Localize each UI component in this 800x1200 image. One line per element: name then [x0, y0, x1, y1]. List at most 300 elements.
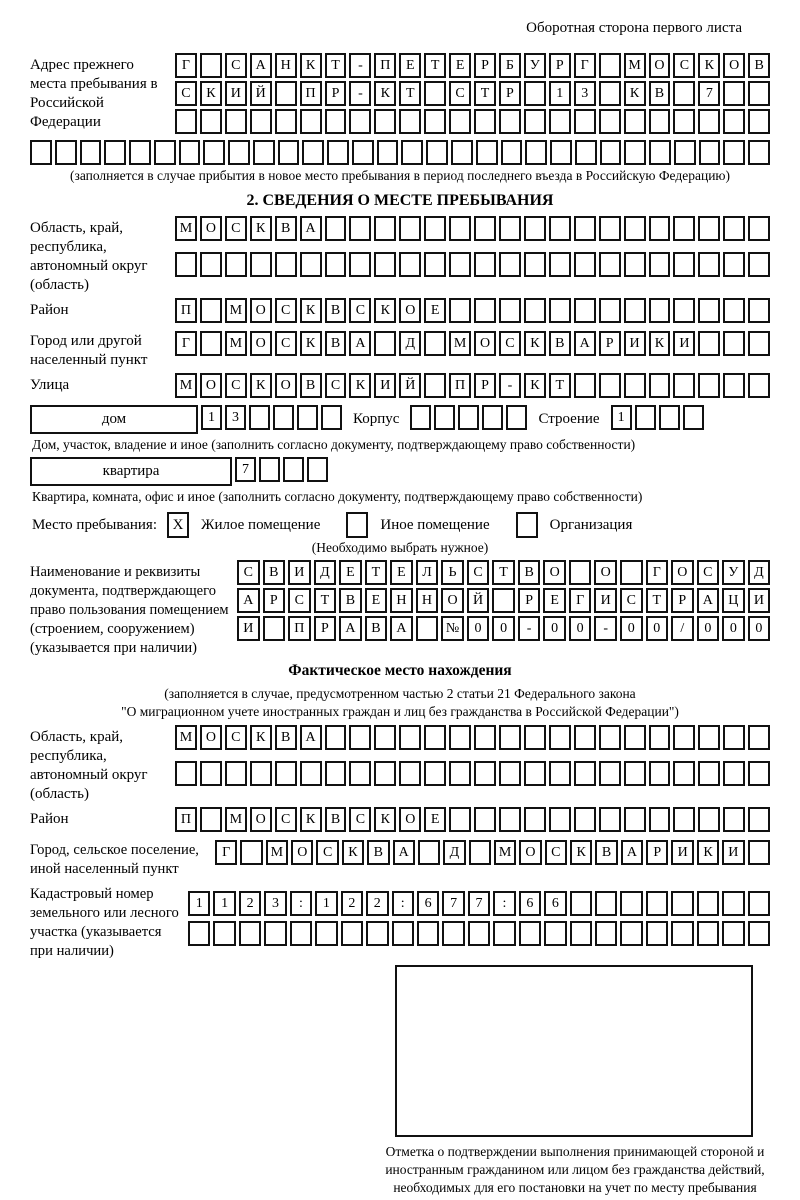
char-cell[interactable]: [374, 109, 396, 134]
char-cell[interactable]: И: [594, 588, 617, 613]
char-cell[interactable]: А: [339, 616, 362, 641]
char-cell[interactable]: К: [342, 840, 364, 865]
char-cell[interactable]: [321, 405, 342, 430]
char-cell[interactable]: [624, 216, 646, 241]
char-cell[interactable]: [574, 109, 596, 134]
char-cell[interactable]: 0: [467, 616, 490, 641]
char-cell[interactable]: К: [624, 81, 646, 106]
char-cell[interactable]: К: [374, 298, 396, 323]
char-cell[interactable]: К: [374, 807, 396, 832]
char-cell[interactable]: [649, 140, 671, 165]
char-cell[interactable]: [482, 405, 503, 430]
char-cell[interactable]: [599, 761, 621, 786]
char-cell[interactable]: [104, 140, 126, 165]
char-cell[interactable]: В: [339, 588, 362, 613]
char-cell[interactable]: [673, 725, 695, 750]
char-cell[interactable]: [239, 921, 261, 946]
char-cell[interactable]: 3: [225, 405, 246, 430]
char-cell[interactable]: [200, 761, 222, 786]
char-cell[interactable]: [424, 761, 446, 786]
char-cell[interactable]: С: [545, 840, 567, 865]
char-cell[interactable]: [30, 140, 52, 165]
char-cell[interactable]: Н: [275, 53, 297, 78]
char-cell[interactable]: [300, 252, 322, 277]
char-cell[interactable]: [723, 373, 745, 398]
char-cell[interactable]: Й: [399, 373, 421, 398]
char-cell[interactable]: К: [300, 331, 322, 356]
char-cell[interactable]: Н: [390, 588, 413, 613]
char-cell[interactable]: [524, 216, 546, 241]
char-cell[interactable]: С: [620, 588, 643, 613]
char-cell[interactable]: [723, 298, 745, 323]
char-cell[interactable]: М: [225, 331, 247, 356]
char-cell[interactable]: [442, 921, 464, 946]
char-cell[interactable]: Н: [416, 588, 439, 613]
char-cell[interactable]: [599, 81, 621, 106]
char-cell[interactable]: [549, 725, 571, 750]
char-cell[interactable]: И: [624, 331, 646, 356]
char-cell[interactable]: [416, 616, 439, 641]
char-cell[interactable]: [595, 891, 617, 916]
char-cell[interactable]: С: [237, 560, 260, 585]
char-cell[interactable]: [253, 140, 275, 165]
char-cell[interactable]: И: [288, 560, 311, 585]
char-cell[interactable]: Е: [399, 53, 421, 78]
char-cell[interactable]: 7: [698, 81, 720, 106]
char-cell[interactable]: [599, 807, 621, 832]
char-cell[interactable]: С: [225, 216, 247, 241]
char-cell[interactable]: [649, 761, 671, 786]
char-cell[interactable]: О: [275, 373, 297, 398]
char-cell[interactable]: [175, 761, 197, 786]
char-cell[interactable]: [154, 140, 176, 165]
char-cell[interactable]: О: [723, 53, 745, 78]
char-cell[interactable]: [599, 298, 621, 323]
char-cell[interactable]: [283, 457, 304, 482]
char-cell[interactable]: [424, 216, 446, 241]
char-cell[interactable]: :: [392, 891, 414, 916]
char-cell[interactable]: П: [175, 298, 197, 323]
char-cell[interactable]: [302, 140, 324, 165]
char-cell[interactable]: С: [225, 373, 247, 398]
char-cell[interactable]: О: [649, 53, 671, 78]
char-cell[interactable]: Р: [671, 588, 694, 613]
char-cell[interactable]: [549, 109, 571, 134]
char-cell[interactable]: П: [374, 53, 396, 78]
char-cell[interactable]: [698, 373, 720, 398]
char-cell[interactable]: [499, 761, 521, 786]
char-cell[interactable]: 0: [569, 616, 592, 641]
char-cell[interactable]: 0: [620, 616, 643, 641]
char-cell[interactable]: [524, 761, 546, 786]
char-cell[interactable]: [399, 761, 421, 786]
char-cell[interactable]: О: [543, 560, 566, 585]
char-cell[interactable]: [449, 761, 471, 786]
char-cell[interactable]: [599, 216, 621, 241]
char-cell[interactable]: [748, 81, 770, 106]
char-cell[interactable]: В: [325, 807, 347, 832]
char-cell[interactable]: Г: [175, 331, 197, 356]
char-cell[interactable]: [349, 109, 371, 134]
char-cell[interactable]: [297, 405, 318, 430]
char-cell[interactable]: [624, 109, 646, 134]
char-cell[interactable]: С: [499, 331, 521, 356]
char-cell[interactable]: В: [325, 298, 347, 323]
char-cell[interactable]: [275, 252, 297, 277]
char-cell[interactable]: [374, 216, 396, 241]
char-cell[interactable]: С: [225, 725, 247, 750]
char-cell[interactable]: [600, 140, 622, 165]
char-cell[interactable]: [748, 807, 770, 832]
char-cell[interactable]: У: [722, 560, 745, 585]
char-cell[interactable]: -: [349, 81, 371, 106]
char-cell[interactable]: [624, 373, 646, 398]
char-cell[interactable]: К: [200, 81, 222, 106]
char-cell[interactable]: В: [367, 840, 389, 865]
char-cell[interactable]: П: [300, 81, 322, 106]
char-cell[interactable]: [325, 725, 347, 750]
char-cell[interactable]: [574, 725, 596, 750]
char-cell[interactable]: В: [549, 331, 571, 356]
char-cell[interactable]: [698, 109, 720, 134]
char-cell[interactable]: [179, 140, 201, 165]
char-cell[interactable]: [474, 298, 496, 323]
char-cell[interactable]: [474, 252, 496, 277]
char-cell[interactable]: [673, 216, 695, 241]
char-cell[interactable]: М: [225, 298, 247, 323]
char-cell[interactable]: [399, 725, 421, 750]
char-cell[interactable]: К: [300, 807, 322, 832]
char-cell[interactable]: К: [300, 298, 322, 323]
char-cell[interactable]: [599, 109, 621, 134]
char-cell[interactable]: Д: [748, 560, 771, 585]
char-cell[interactable]: А: [349, 331, 371, 356]
char-cell[interactable]: Р: [599, 331, 621, 356]
char-cell[interactable]: [624, 252, 646, 277]
char-cell[interactable]: И: [673, 331, 695, 356]
char-cell[interactable]: С: [175, 81, 197, 106]
char-cell[interactable]: [748, 921, 770, 946]
char-cell[interactable]: С: [349, 298, 371, 323]
char-cell[interactable]: [574, 807, 596, 832]
char-cell[interactable]: [635, 405, 656, 430]
char-cell[interactable]: Е: [365, 588, 388, 613]
char-cell[interactable]: Г: [569, 588, 592, 613]
char-cell[interactable]: В: [275, 216, 297, 241]
char-cell[interactable]: Е: [390, 560, 413, 585]
char-cell[interactable]: [424, 252, 446, 277]
char-cell[interactable]: [698, 331, 720, 356]
char-cell[interactable]: [424, 109, 446, 134]
char-cell[interactable]: [307, 457, 328, 482]
char-cell[interactable]: Р: [325, 81, 347, 106]
char-cell[interactable]: Т: [492, 560, 515, 585]
char-cell[interactable]: К: [300, 53, 322, 78]
char-cell[interactable]: [474, 109, 496, 134]
char-cell[interactable]: К: [250, 216, 272, 241]
char-cell[interactable]: И: [748, 588, 771, 613]
char-cell[interactable]: Д: [443, 840, 465, 865]
char-cell[interactable]: В: [649, 81, 671, 106]
char-cell[interactable]: :: [290, 891, 312, 916]
char-cell[interactable]: 0: [492, 616, 515, 641]
char-cell[interactable]: И: [237, 616, 260, 641]
char-cell[interactable]: [300, 761, 322, 786]
char-cell[interactable]: [723, 252, 745, 277]
char-cell[interactable]: [646, 891, 668, 916]
char-cell[interactable]: [469, 840, 491, 865]
char-cell[interactable]: [474, 216, 496, 241]
char-cell[interactable]: [399, 109, 421, 134]
char-cell[interactable]: С: [467, 560, 490, 585]
char-cell[interactable]: [524, 725, 546, 750]
char-cell[interactable]: [474, 725, 496, 750]
char-cell[interactable]: [748, 109, 770, 134]
char-cell[interactable]: [549, 298, 571, 323]
char-cell[interactable]: О: [671, 560, 694, 585]
char-cell[interactable]: 2: [341, 891, 363, 916]
char-cell[interactable]: [722, 891, 744, 916]
char-cell[interactable]: -: [518, 616, 541, 641]
char-cell[interactable]: К: [697, 840, 719, 865]
char-cell[interactable]: [449, 725, 471, 750]
char-cell[interactable]: [748, 331, 770, 356]
char-cell[interactable]: [349, 725, 371, 750]
char-cell[interactable]: [476, 140, 498, 165]
char-cell[interactable]: 1: [549, 81, 571, 106]
char-cell[interactable]: Т: [424, 53, 446, 78]
char-cell[interactable]: [374, 725, 396, 750]
char-cell[interactable]: О: [474, 331, 496, 356]
char-cell[interactable]: В: [365, 616, 388, 641]
char-cell[interactable]: [325, 252, 347, 277]
char-cell[interactable]: [493, 921, 515, 946]
char-cell[interactable]: -: [594, 616, 617, 641]
char-cell[interactable]: С: [697, 560, 720, 585]
char-cell[interactable]: [698, 216, 720, 241]
char-cell[interactable]: А: [237, 588, 260, 613]
char-cell[interactable]: [525, 140, 547, 165]
char-cell[interactable]: Е: [449, 53, 471, 78]
char-cell[interactable]: С: [325, 373, 347, 398]
char-cell[interactable]: [424, 373, 446, 398]
char-cell[interactable]: [748, 252, 770, 277]
char-cell[interactable]: [723, 725, 745, 750]
char-cell[interactable]: [697, 891, 719, 916]
char-cell[interactable]: [549, 216, 571, 241]
char-cell[interactable]: Г: [175, 53, 197, 78]
char-cell[interactable]: О: [200, 725, 222, 750]
char-cell[interactable]: [524, 807, 546, 832]
char-cell[interactable]: 7: [442, 891, 464, 916]
char-cell[interactable]: А: [393, 840, 415, 865]
char-cell[interactable]: Г: [215, 840, 237, 865]
char-cell[interactable]: [748, 216, 770, 241]
char-cell[interactable]: 6: [519, 891, 541, 916]
char-cell[interactable]: М: [225, 807, 247, 832]
char-cell[interactable]: [129, 140, 151, 165]
char-cell[interactable]: [698, 298, 720, 323]
char-cell[interactable]: [250, 109, 272, 134]
char-cell[interactable]: М: [266, 840, 288, 865]
char-cell[interactable]: [418, 840, 440, 865]
char-cell[interactable]: [620, 891, 642, 916]
char-cell[interactable]: [200, 109, 222, 134]
char-cell[interactable]: [499, 725, 521, 750]
char-cell[interactable]: [723, 761, 745, 786]
char-cell[interactable]: [492, 588, 515, 613]
char-cell[interactable]: Т: [314, 588, 337, 613]
char-cell[interactable]: [426, 140, 448, 165]
char-cell[interactable]: [673, 298, 695, 323]
char-cell[interactable]: [273, 405, 294, 430]
char-cell[interactable]: [569, 560, 592, 585]
char-cell[interactable]: В: [748, 53, 770, 78]
char-cell[interactable]: [574, 252, 596, 277]
char-cell[interactable]: [748, 761, 770, 786]
char-cell[interactable]: [225, 109, 247, 134]
char-cell[interactable]: Т: [399, 81, 421, 106]
char-cell[interactable]: [250, 761, 272, 786]
char-cell[interactable]: Р: [499, 81, 521, 106]
char-cell[interactable]: [399, 216, 421, 241]
char-cell[interactable]: [449, 216, 471, 241]
char-cell[interactable]: №: [441, 616, 464, 641]
char-cell[interactable]: О: [250, 331, 272, 356]
char-cell[interactable]: М: [494, 840, 516, 865]
char-cell[interactable]: [377, 140, 399, 165]
char-cell[interactable]: С: [225, 53, 247, 78]
char-cell[interactable]: [722, 921, 744, 946]
char-cell[interactable]: С: [275, 331, 297, 356]
char-cell[interactable]: [200, 807, 222, 832]
char-cell[interactable]: -: [499, 373, 521, 398]
char-cell[interactable]: М: [175, 216, 197, 241]
char-cell[interactable]: 0: [646, 616, 669, 641]
char-cell[interactable]: 6: [417, 891, 439, 916]
char-cell[interactable]: 1: [188, 891, 210, 916]
char-cell[interactable]: [499, 109, 521, 134]
char-cell[interactable]: [259, 457, 280, 482]
char-cell[interactable]: [474, 761, 496, 786]
char-cell[interactable]: [748, 840, 770, 865]
char-cell[interactable]: [723, 331, 745, 356]
char-cell[interactable]: [499, 298, 521, 323]
char-cell[interactable]: [325, 216, 347, 241]
char-cell[interactable]: [275, 761, 297, 786]
char-cell[interactable]: [574, 761, 596, 786]
char-cell[interactable]: [200, 53, 222, 78]
char-cell[interactable]: 7: [468, 891, 490, 916]
char-cell[interactable]: Й: [250, 81, 272, 106]
char-cell[interactable]: И: [722, 840, 744, 865]
char-cell[interactable]: О: [291, 840, 313, 865]
char-cell[interactable]: Б: [499, 53, 521, 78]
char-cell[interactable]: Д: [314, 560, 337, 585]
char-cell[interactable]: [570, 921, 592, 946]
char-cell[interactable]: [374, 331, 396, 356]
char-cell[interactable]: 0: [543, 616, 566, 641]
char-cell[interactable]: 0: [697, 616, 720, 641]
char-cell[interactable]: [278, 140, 300, 165]
char-cell[interactable]: [449, 252, 471, 277]
char-cell[interactable]: [401, 140, 423, 165]
char-cell[interactable]: [723, 81, 745, 106]
char-cell[interactable]: В: [518, 560, 541, 585]
char-cell[interactable]: [575, 140, 597, 165]
char-cell[interactable]: [649, 373, 671, 398]
char-cell[interactable]: Т: [549, 373, 571, 398]
char-cell[interactable]: Е: [339, 560, 362, 585]
char-cell[interactable]: У: [524, 53, 546, 78]
char-cell[interactable]: К: [570, 840, 592, 865]
char-cell[interactable]: [275, 109, 297, 134]
char-cell[interactable]: О: [250, 807, 272, 832]
char-cell[interactable]: О: [250, 298, 272, 323]
char-cell[interactable]: [723, 807, 745, 832]
char-cell[interactable]: Й: [467, 588, 490, 613]
char-cell[interactable]: [723, 216, 745, 241]
char-cell[interactable]: 0: [748, 616, 771, 641]
char-cell[interactable]: [519, 921, 541, 946]
char-cell[interactable]: А: [300, 725, 322, 750]
char-cell[interactable]: [451, 140, 473, 165]
char-cell[interactable]: [200, 298, 222, 323]
char-cell[interactable]: [649, 109, 671, 134]
char-cell[interactable]: Е: [424, 807, 446, 832]
char-cell[interactable]: [649, 252, 671, 277]
char-cell[interactable]: [290, 921, 312, 946]
char-cell[interactable]: [349, 216, 371, 241]
char-cell[interactable]: О: [441, 588, 464, 613]
char-cell[interactable]: Т: [474, 81, 496, 106]
char-cell[interactable]: И: [374, 373, 396, 398]
char-cell[interactable]: [499, 807, 521, 832]
char-cell[interactable]: С: [275, 298, 297, 323]
char-cell[interactable]: И: [225, 81, 247, 106]
char-cell[interactable]: [550, 140, 572, 165]
char-cell[interactable]: [649, 807, 671, 832]
char-cell[interactable]: [574, 298, 596, 323]
char-cell[interactable]: [620, 560, 643, 585]
char-cell[interactable]: [748, 373, 770, 398]
char-cell[interactable]: В: [300, 373, 322, 398]
char-cell[interactable]: [315, 921, 337, 946]
char-cell[interactable]: К: [524, 331, 546, 356]
char-cell[interactable]: М: [175, 373, 197, 398]
char-cell[interactable]: А: [250, 53, 272, 78]
char-cell[interactable]: [624, 298, 646, 323]
char-cell[interactable]: [723, 109, 745, 134]
char-cell[interactable]: [699, 140, 721, 165]
char-cell[interactable]: [349, 761, 371, 786]
house-type-box[interactable]: дом: [30, 405, 198, 434]
char-cell[interactable]: [374, 761, 396, 786]
char-cell[interactable]: И: [671, 840, 693, 865]
char-cell[interactable]: [374, 252, 396, 277]
char-cell[interactable]: [275, 81, 297, 106]
char-cell[interactable]: [698, 252, 720, 277]
char-cell[interactable]: [399, 252, 421, 277]
char-cell[interactable]: [80, 140, 102, 165]
other-premises-checkbox[interactable]: [346, 512, 368, 538]
char-cell[interactable]: 2: [239, 891, 261, 916]
char-cell[interactable]: 1: [213, 891, 235, 916]
char-cell[interactable]: М: [175, 725, 197, 750]
char-cell[interactable]: В: [595, 840, 617, 865]
char-cell[interactable]: [620, 921, 642, 946]
char-cell[interactable]: Р: [549, 53, 571, 78]
